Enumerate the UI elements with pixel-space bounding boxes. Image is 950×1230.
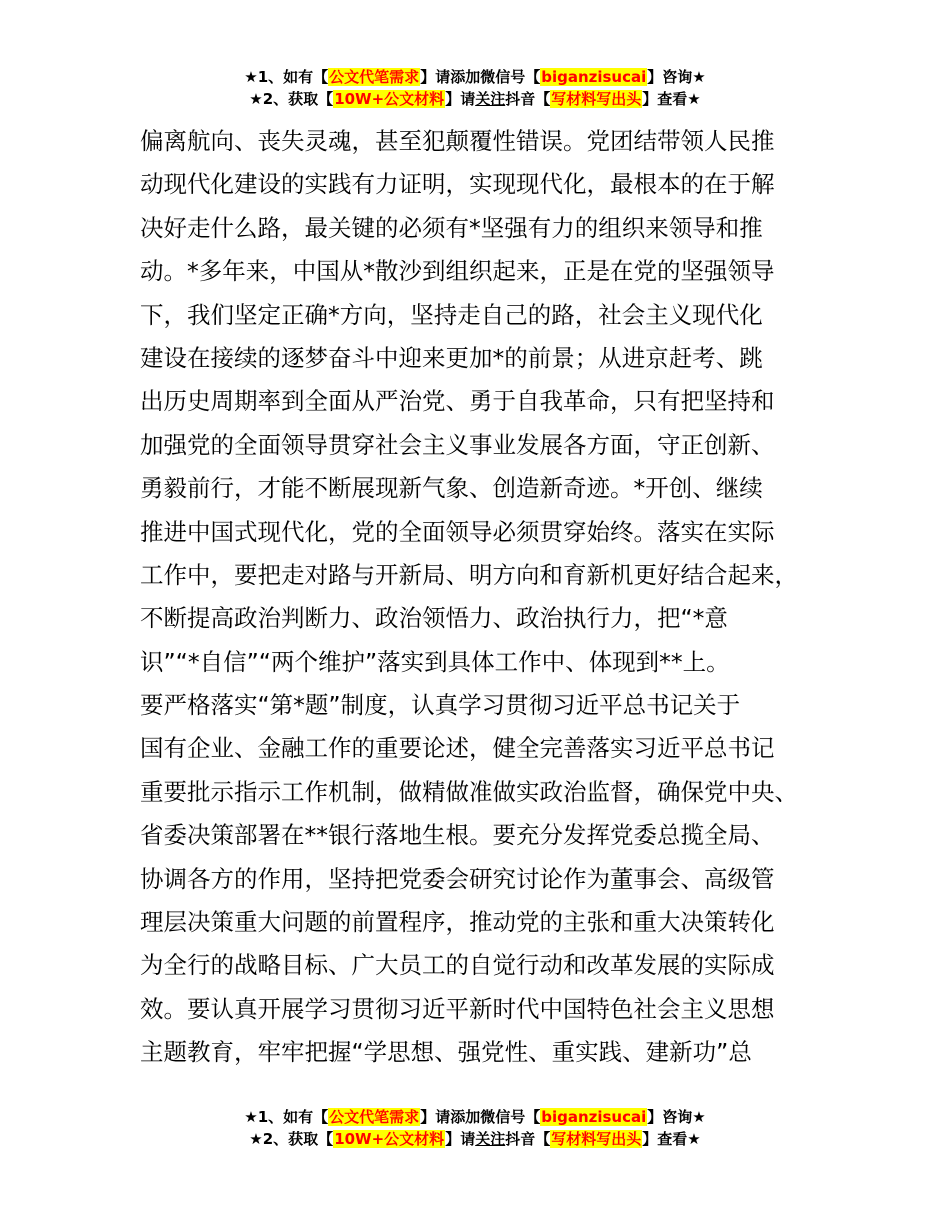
- body-line: 动现代化建设的实践有力证明，实现现代化，最根本的在于解: [140, 170, 775, 199]
- body-line: 勇毅前行，才能不断展现新气象、创造新奇迹。*开创、继续: [140, 474, 763, 503]
- body-line: 动。*多年来，中国从*散沙到组织起来，正是在党的坚强领导: [140, 257, 775, 286]
- banner-line-2: ★2、获取【10W+公文材料】请关注抖音【写材料写出头】查看★: [249, 1130, 701, 1148]
- body-line: 国有企业、金融工作的重要论述，健全完善落实习近平总书记: [140, 734, 775, 763]
- body-line: 重要批示指示工作机制，做精做准做实政治监督，确保党中央、: [140, 777, 798, 806]
- underline-follow: 关注: [475, 90, 506, 108]
- highlight-materials: 10W+公文材料: [334, 90, 445, 108]
- highlight-service: 公文代笔需求: [329, 68, 420, 86]
- highlight-douyin: 写材料写出头: [551, 90, 642, 108]
- body-line: 不断提高政治判断力、政治领悟力、政治执行力，把“*意: [140, 604, 728, 633]
- body-line: 识”“*自信”“两个维护”落实到具体工作中、体现到**上。: [140, 647, 730, 676]
- body-line: 协调各方的作用，坚持把党委会研究讨论作为董事会、高级管: [140, 864, 775, 893]
- body-line: 下，我们坚定正确*方向，坚持走自己的路，社会主义现代化: [140, 300, 763, 329]
- body-line: 省委决策部署在**银行落地生根。要充分发挥党委总揽全局、: [140, 821, 775, 850]
- body-line: 建设在接续的逐梦奋斗中迎来更加*的前景；从进京赶考、跳: [140, 343, 763, 372]
- body-line: 偏离航向、丧失灵魂，甚至犯颠覆性错误。党团结带领人民推: [140, 127, 775, 155]
- banner-line-1: ★1、如有【公文代笔需求】请添加微信号【biganzisucai】咨询★: [244, 68, 706, 86]
- body-line: 效。要认真开展学习贯彻习近平新时代中国特色社会主义思想: [140, 994, 775, 1023]
- banner-line-2: ★2、获取【10W+公文材料】请关注抖音【写材料写出头】查看★: [249, 90, 701, 108]
- highlight-douyin: 写材料写出头: [551, 1130, 642, 1148]
- body-line: 推进中国式现代化，党的全面领导必须贯穿始终。落实在实际: [140, 517, 775, 546]
- highlight-wechat-id: biganzisucai: [541, 1108, 647, 1126]
- body-line: 工作中，要把走对路与开新局、明方向和育新机更好结合起来，: [140, 560, 798, 589]
- underline-follow: 关注: [475, 1130, 506, 1148]
- body-line: 要严格落实“第*题”制度，认真学习贯彻习近平总书记关于: [140, 691, 741, 720]
- body-line: 为全行的战略目标、广大员工的自觉行动和改革发展的实际成: [140, 951, 775, 980]
- body-line: 决好走什么路，最关键的必须有*坚强有力的组织来领导和推: [140, 213, 763, 242]
- footer-banner: [0, 1106, 950, 1150]
- body-line: 出历史周期率到全面从严治党、勇于自我革命，只有把坚持和: [140, 387, 775, 416]
- highlight-materials: 10W+公文材料: [334, 1130, 445, 1148]
- highlight-wechat-id: biganzisucai: [541, 68, 647, 86]
- body-line: 加强党的全面领导贯穿社会主义事业发展各方面，守正创新、: [140, 430, 775, 459]
- body-line: 理层决策重大问题的前置程序，推动党的主张和重大决策转化: [140, 908, 775, 937]
- body-line: 主题教育，牢牢把握“学思想、强党性、重实践、建新功”总: [140, 1038, 752, 1067]
- banner-line-1: ★1、如有【公文代笔需求】请添加微信号【biganzisucai】咨询★: [244, 1108, 706, 1126]
- document-body: [140, 120, 840, 1075]
- header-banner: [0, 66, 950, 110]
- highlight-service: 公文代笔需求: [329, 1108, 420, 1126]
